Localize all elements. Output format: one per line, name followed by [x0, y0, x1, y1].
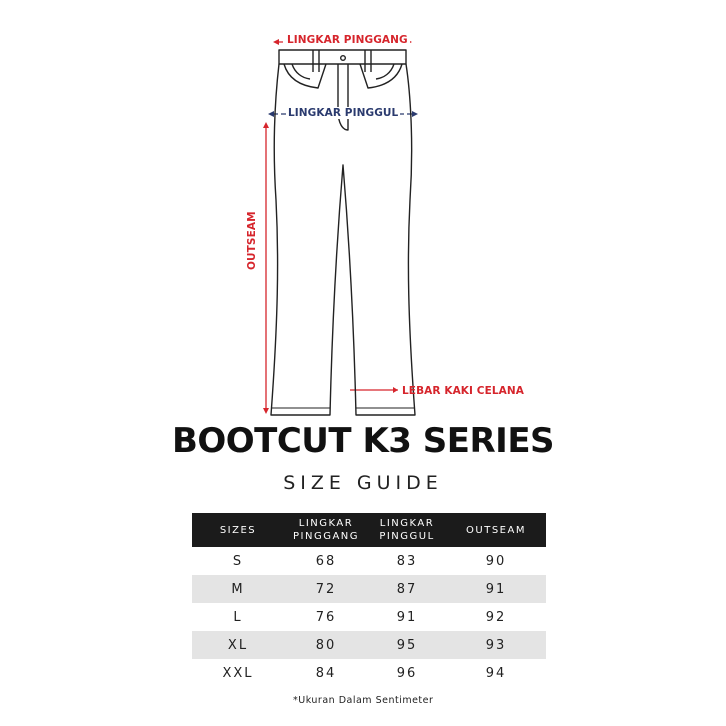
header-waist: LINGKAR PINGGANG — [284, 513, 368, 547]
outseam-cell: 94 — [485, 665, 507, 681]
size-cell: S — [232, 553, 244, 569]
table-row — [192, 603, 546, 631]
hip-cell: 83 — [396, 553, 418, 569]
size-cell: M — [192, 575, 284, 603]
outseam-cell: 92 — [485, 609, 507, 625]
table-row — [192, 547, 546, 575]
header-outseam: OUTSEAM — [446, 513, 546, 547]
waist-cell: 72 — [284, 575, 368, 603]
outseam-label: OUTSEAM — [246, 211, 258, 270]
hip-cell: 96 — [396, 665, 418, 681]
table-row — [192, 575, 546, 603]
waist-cell: 76 — [315, 609, 337, 625]
table-row — [192, 659, 546, 687]
hip-cell: 91 — [396, 609, 418, 625]
outseam-cell: 93 — [446, 631, 546, 659]
table-header-row — [192, 513, 546, 547]
waist-cell: 68 — [315, 553, 337, 569]
page-title: BOOTCUT K3 SERIES — [171, 421, 555, 461]
units-note: *Ukuran Dalam Sentimeter — [293, 695, 434, 706]
header-hip: LINGKAR PINGGUL — [368, 513, 446, 547]
page-subtitle: SIZE GUIDE — [283, 472, 443, 494]
hip-cell: 87 — [368, 575, 446, 603]
waist-cell: 84 — [315, 665, 337, 681]
header-sizes: SIZES — [192, 513, 284, 547]
table-row — [192, 631, 546, 659]
hem-width-label: LEBAR KAKI CELANA — [402, 385, 525, 397]
hip-cell: 95 — [368, 631, 446, 659]
hip-label: LINGKAR PINGGUL — [288, 107, 399, 119]
size-cell: XXL — [222, 665, 254, 681]
size-table — [192, 513, 546, 687]
outseam-cell: 91 — [446, 575, 546, 603]
size-cell: XL — [192, 631, 284, 659]
size-cell: L — [233, 609, 243, 625]
waist-cell: 80 — [284, 631, 368, 659]
outseam-cell: 90 — [485, 553, 507, 569]
waist-label: LINGKAR PINGGANG — [287, 34, 408, 46]
